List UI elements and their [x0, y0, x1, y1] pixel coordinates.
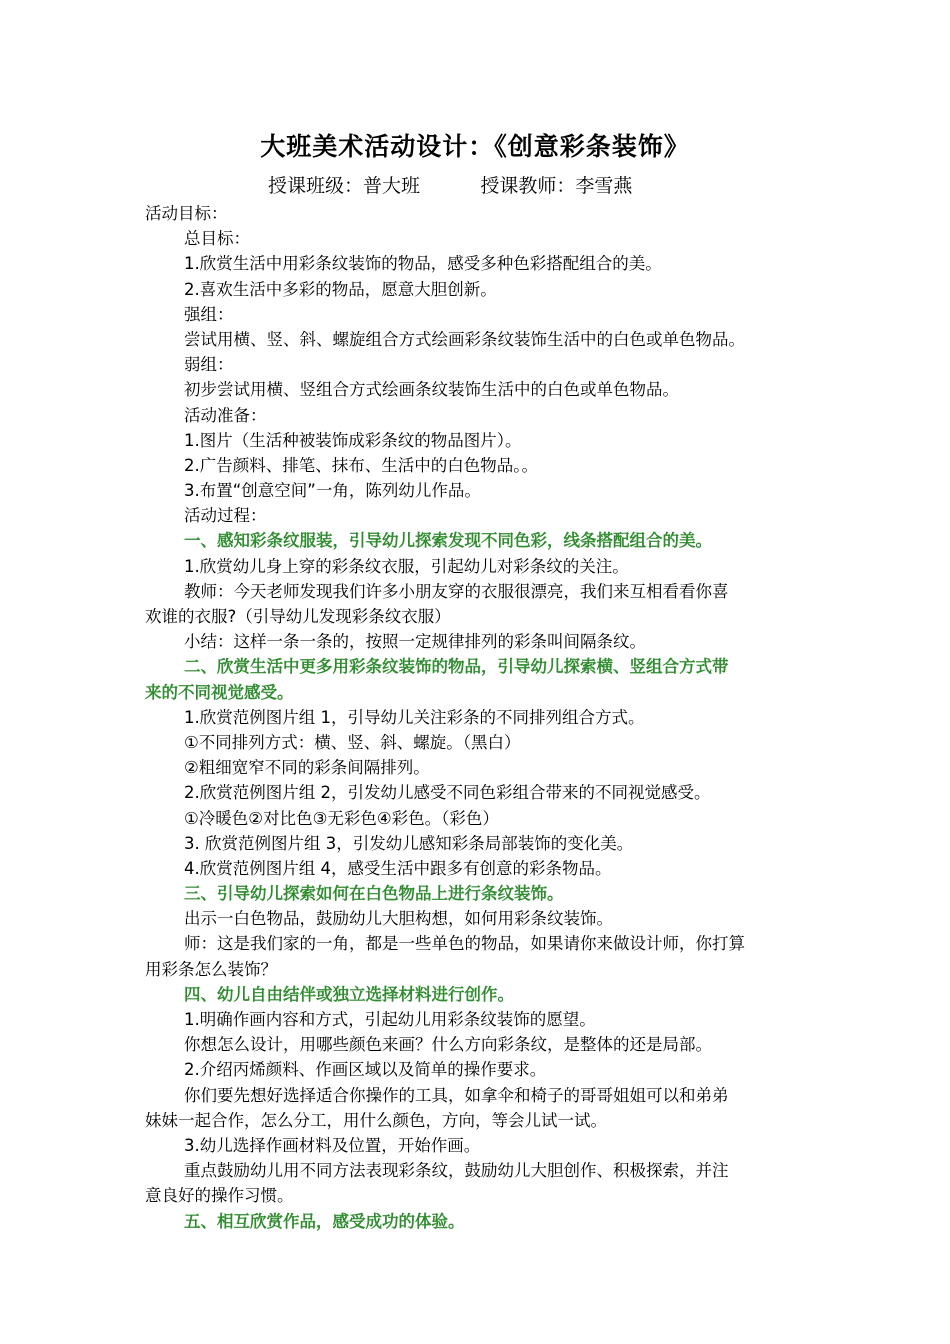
- step-heading-4: 四、幼儿自由结伴或独立选择材料进行创作。: [184, 984, 514, 1004]
- text-line: 欢谁的衣服?（引导幼儿发现彩条纹衣服）: [145, 607, 451, 626]
- sub-label: 总目标：: [184, 229, 250, 249]
- text-line: 你想怎么设计，用哪些颜色来画？什么方向彩条纹，是整体的还是局部。: [184, 1035, 712, 1055]
- subtitle-line: [268, 170, 632, 202]
- class-info: 授课班级：普大班: [268, 175, 421, 197]
- text-line: 1.图片（生活种被装饰成彩条纹的物品图片）。: [184, 430, 522, 450]
- text-line: 2.喜欢生活中多彩的物品，愿意大胆创新。: [184, 279, 497, 299]
- step-heading-5: 五、相互欣赏作品，感受成功的体验。: [184, 1211, 465, 1231]
- text-line: 1.欣赏生活中用彩条纹装饰的物品，感受多种色彩搭配组合的美。: [184, 254, 662, 274]
- text-line: 4.欣赏范例图片组 4，感受生活中跟多有创意的彩条物品。: [184, 858, 612, 878]
- text-line: ①冷暖色②对比色③无彩色④彩色。（彩色）: [184, 808, 499, 828]
- sub-label: 强组：: [184, 304, 234, 324]
- text-line: 1.欣赏幼儿身上穿的彩条纹衣服，引起幼儿对彩条纹的关注。: [184, 556, 629, 576]
- text-line: 初步尝试用横、竖组合方式绘画条纹装饰生活中的白色或单色物品。: [184, 380, 679, 400]
- step-heading-3: 三、引导幼儿探索如何在白色物品上进行条纹装饰。: [184, 884, 564, 904]
- text-line: 小结：这样一条一条的，按照一定规律排列的彩条叫间隔条纹。: [184, 632, 646, 652]
- text-line: 教师：今天老师发现我们许多小朋友穿的衣服很漂亮，我们来互相看看你喜: [184, 581, 729, 601]
- section-label: 活动目标：: [145, 204, 228, 223]
- text-line: 2.介绍丙烯颜料、作画区域以及简单的操作要求。: [184, 1060, 547, 1080]
- text-line: 尝试用横、竖、斜、螺旋组合方式绘画彩条纹装饰生活中的白色或单色物品。: [184, 329, 745, 349]
- text-line: ①不同排列方式：横、竖、斜、螺旋。（黑白）: [184, 732, 521, 752]
- section-label: 活动过程：: [184, 506, 267, 526]
- section-label: 活动准备：: [184, 405, 267, 425]
- text-line: 3. 欣赏范例图片组 3，引发幼儿感知彩条局部装饰的变化美。: [184, 833, 634, 853]
- text-line: 1.明确作画内容和方式，引起幼儿用彩条纹装饰的愿望。: [184, 1010, 596, 1029]
- step-heading-2: 二、欣赏生活中更多用彩条纹装饰的物品，引导幼儿探索横、竖组合方式带: [184, 657, 729, 677]
- sub-label: 弱组：: [184, 355, 234, 375]
- text-line: 用彩条怎么装饰？: [145, 959, 277, 979]
- text-line: 2.广告颜料、排笔、抹布、生活中的白色物品。。: [184, 455, 538, 475]
- teacher-info: 授课教师：李雪燕: [480, 175, 633, 197]
- step-heading-1: 一、感知彩条纹服装，引导幼儿探索发现不同色彩，线条搭配组合的美。: [184, 531, 712, 551]
- text-line: 意良好的操作习惯。: [145, 1186, 294, 1206]
- text-line: 师：这是我们家的一角，都是一些单色的物品，如果请你来做设计师，你打算: [184, 934, 745, 954]
- document-body: [145, 201, 810, 1234]
- text-line: 妹妹一起合作，怎么分工，用什么颜色，方向，等会儿试一试。: [145, 1110, 607, 1130]
- text-line: 2.欣赏范例图片组 2，引发幼儿感受不同色彩组合带来的不同视觉感受。: [184, 783, 711, 803]
- text-line: 出示一白色物品，鼓励幼儿大胆构想，如何用彩条纹装饰。: [184, 909, 613, 929]
- step-heading-2-cont: 来的不同视觉感受。: [145, 682, 294, 702]
- text-line: 你们要先想好选择适合你操作的工具，如拿伞和椅子的哥哥姐姐可以和弟弟: [184, 1085, 729, 1105]
- document-title: 大班美术活动设计：《创意彩条装饰》: [260, 132, 690, 161]
- text-line: 1.欣赏范例图片组 1，引导幼儿关注彩条的不同排列组合方式。: [184, 707, 645, 727]
- text-line: 3.幼儿选择作画材料及位置，开始作画。: [184, 1135, 481, 1155]
- text-line: ②粗细宽窄不同的彩条间隔排列。: [184, 758, 430, 778]
- text-line: 3.布置“创意空间”一角，陈列幼儿作品。: [184, 481, 481, 501]
- text-line: 重点鼓励幼儿用不同方法表现彩条纹，鼓励幼儿大胆创作、积极探索，并注: [184, 1161, 729, 1181]
